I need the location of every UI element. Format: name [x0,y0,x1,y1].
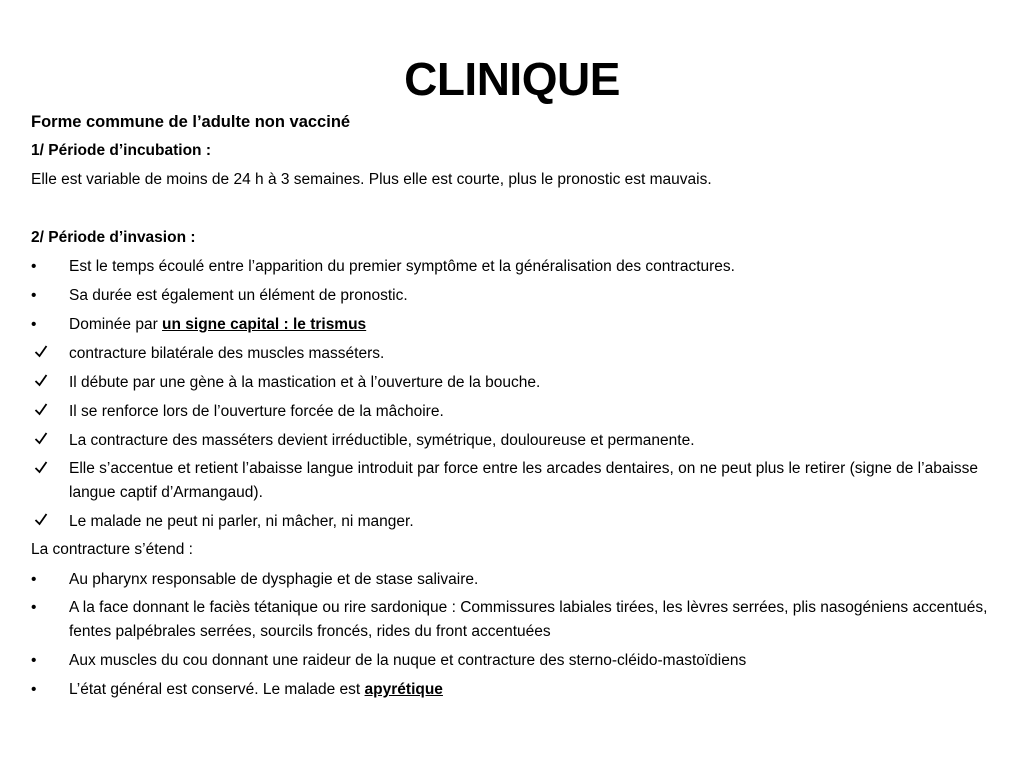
check-item [31,368,991,397]
list-item-text: Aux muscles du cou donnant une raideur de la nuque et contracture des sterno-cléido-mastoïdiens [69,651,747,669]
check-mark-icon [31,373,51,388]
bullet-icon: • [31,258,37,276]
check-item [31,339,991,368]
check-item [31,426,991,455]
check-item [31,455,991,507]
list-item [31,281,991,310]
spacer [31,195,991,224]
check-item-text: Elle s’accentue et retient l’abaisse langue introduit par force entre les arcades dentaires, on ne peut plus le retirer (signe de l’abaisse langue captif d’Armangaud). [69,460,978,501]
list-item [31,675,991,704]
list-item-text: Au pharynx responsable de dysphagie et de stase salivaire. [69,570,479,588]
list-item [31,594,991,646]
check-mark-icon [31,431,51,446]
bullet-icon: • [31,287,37,305]
bullet-icon: • [31,680,37,698]
list-item-text: A la face donnant le faciès tétanique ou rire sardonique : Commissures labiales tirées, les lèvres serrées, plis nasogéniens accentués, fentes palpébrales serrées, sourcils froncés, rides du front accentuées [69,599,988,640]
check-item-text: Il se renforce lors de l’ouverture forcée de la mâchoire. [69,402,444,420]
slide-title: CLINIQUE [404,53,620,105]
invasion-heading: 2/ Période d’invasion : [31,228,196,246]
list-item-text: L’état général est conservé. Le malade est [69,680,365,698]
check-mark-icon [31,512,51,527]
incubation-heading: 1/ Période d’incubation : [31,142,211,159]
check-item-text: contracture bilatérale des muscles masséters. [69,344,385,362]
check-item-text: Le malade ne peut ni parler, ni mâcher, ni manger. [69,512,414,530]
list-item-text: Est le temps écoulé entre l’apparition du premier symptôme et la généralisation des contractures. [69,258,735,276]
list-item [31,310,991,339]
list-item [31,253,991,282]
section-subtitle: Forme commune de l’adulte non vacciné [31,113,351,131]
emphasis-text: un signe capital : le trismus [162,316,367,333]
bullet-icon: • [31,316,37,333]
check-mark-icon [31,344,51,359]
list-item [31,646,991,675]
incubation-text: Elle est variable de moins de 24 h à 3 semaines. Plus elle est courte, plus le pronostic est mauvais. [31,170,712,188]
check-mark-icon [31,460,51,475]
check-mark-icon [31,402,51,417]
check-item [31,397,991,426]
bullet-icon: • [31,599,37,617]
check-item-text: La contracture des masséters devient irréductible, symétrique, douloureuse et permanente. [69,431,695,449]
list-item-text: Sa durée est également un élément de pronostic. [69,287,408,305]
check-item [31,507,991,536]
bullet-icon: • [31,651,37,669]
slide-content [31,107,991,704]
check-item-text: Il débute par une gène à la mastication et à l’ouverture de la bouche. [69,373,541,391]
spread-intro: La contracture s’étend : [31,540,193,558]
emphasis-text: apyrétique [364,680,443,698]
list-item-text: Dominée par [69,316,163,333]
bullet-icon: • [31,570,37,588]
list-item [31,565,991,594]
